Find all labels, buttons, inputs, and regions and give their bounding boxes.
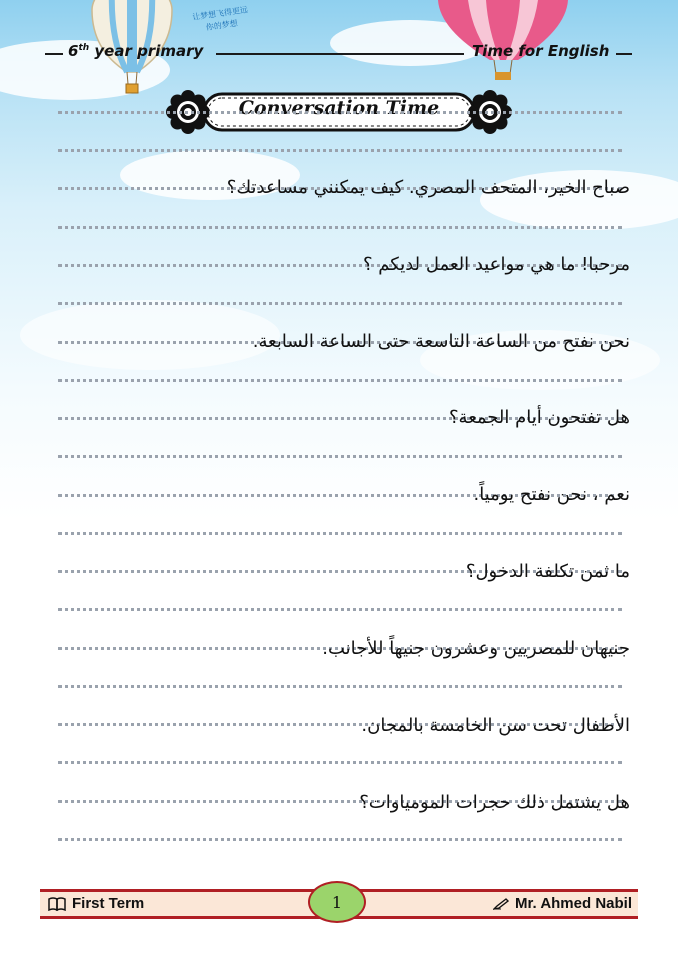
dotted-writing-line: [58, 302, 622, 305]
dotted-writing-line: [58, 455, 622, 458]
hot-air-balloon-right-icon: [438, 0, 568, 80]
dotted-writing-line: [58, 685, 622, 688]
pen-icon: [493, 898, 509, 910]
balloon-caption-line-1: 让梦想飞得更远: [191, 5, 249, 22]
dotted-writing-line: [58, 226, 622, 229]
dotted-writing-line: [58, 111, 622, 114]
arabic-line-1: صباح الخير، المتحف المصري. كيف يمكنني مساعدتك؟: [226, 177, 630, 198]
dotted-writing-line: [58, 149, 622, 152]
dotted-writing-line: [58, 838, 622, 841]
teacher-name: Mr. Ahmed Nabil: [515, 895, 632, 912]
dotted-writing-line: [58, 379, 622, 382]
footer-teacher: [493, 895, 632, 912]
footer-term: [48, 895, 144, 912]
header-rule-right: [616, 53, 632, 55]
arabic-line-5: نعم ، نحن نفتح يومياً.: [473, 484, 630, 505]
dotted-writing-line: [58, 608, 622, 611]
term-label: First Term: [72, 895, 145, 912]
open-book-icon: [48, 897, 66, 911]
grade-number: 6: [68, 42, 79, 60]
arabic-line-6: ما ثمن تكلفة الدخول؟: [465, 561, 630, 582]
arabic-line-3: نحن نفتح من الساعة التاسعة حتى الساعة السابعة.: [252, 331, 630, 352]
dotted-writing-line: [58, 532, 622, 535]
page-title: Conversation Time: [238, 97, 440, 119]
arabic-line-9: هل يشتمل ذلك حجرات المومياوات؟: [359, 792, 630, 813]
header-rule-middle: [216, 53, 464, 55]
dotted-writing-line: [58, 761, 622, 764]
grade-label: [68, 42, 203, 60]
arabic-line-4: هل تفتحون أيام الجمعة؟: [448, 407, 630, 428]
cloud: [20, 300, 280, 370]
arabic-line-7: جنيهان للمصريين وعشرون جنيهاً للأجانب.: [322, 638, 630, 659]
series-title: Time for English: [472, 42, 610, 60]
grade-ordinal: th: [78, 43, 90, 53]
arabic-line-8: الأطفال تحت سن الخامسة بالمجان.: [361, 715, 630, 736]
grade-text: year primary: [89, 42, 204, 60]
page-number: 1: [308, 881, 366, 923]
header-rule-left: [45, 53, 63, 55]
arabic-line-2: مرحبا! ما هي مواعيد العمل لديكم ؟: [363, 254, 630, 275]
balloon-caption-line-2: 你的梦想: [205, 18, 239, 33]
